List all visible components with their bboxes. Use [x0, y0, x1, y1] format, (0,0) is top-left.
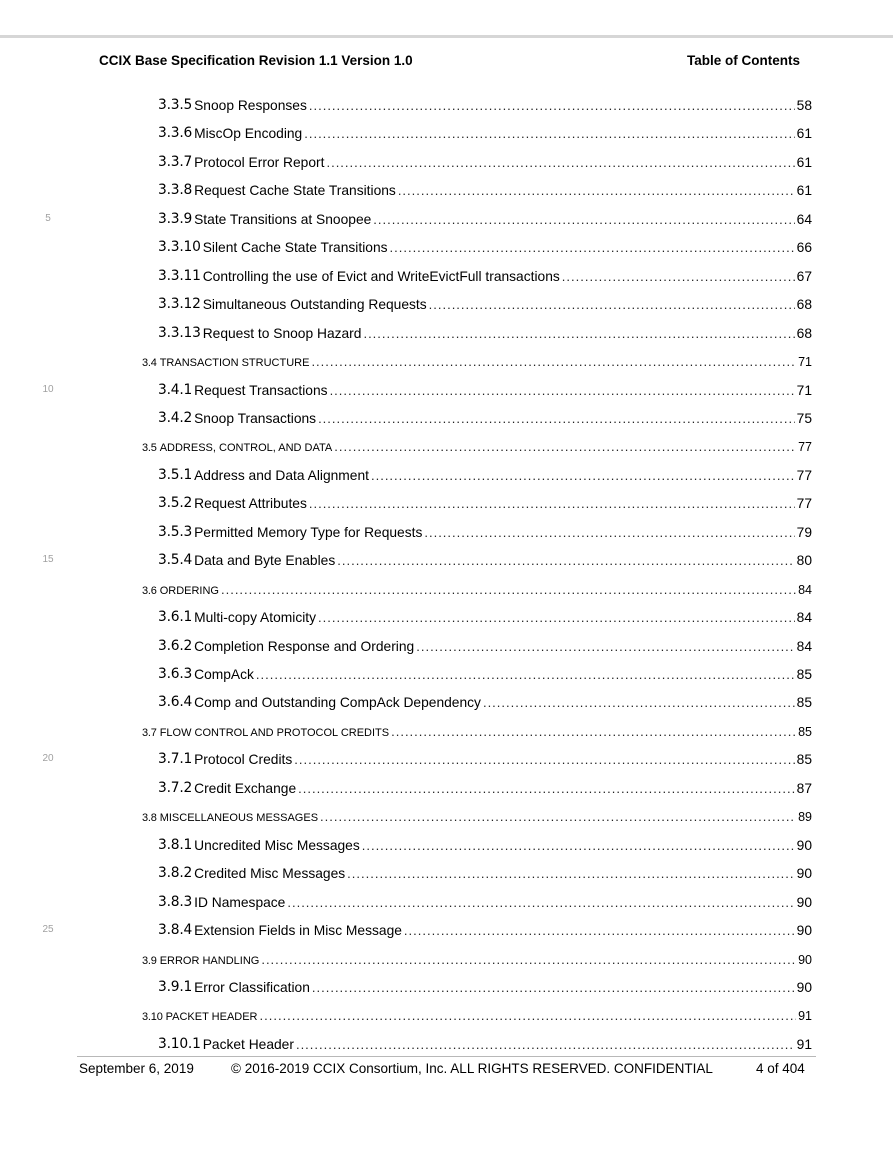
toc-subsection-entry[interactable]	[158, 859, 812, 881]
toc-subsection-entry[interactable]	[158, 888, 812, 910]
toc-entry-number: 3.5	[142, 442, 157, 454]
toc-entry-page: 84	[796, 610, 812, 625]
toc-entry-page: 68	[796, 297, 812, 312]
dot-leader	[562, 269, 795, 284]
toc-subsection-entry[interactable]	[158, 233, 812, 255]
toc-subsection-entry[interactable]	[158, 1030, 812, 1052]
dot-leader	[311, 354, 796, 369]
line-number: 25	[42, 924, 54, 935]
toc-entry-number: 3.8	[142, 812, 157, 824]
line-number: 20	[42, 753, 54, 764]
toc-entry-page: 77	[798, 440, 812, 454]
toc-entry-title: Request Attributes	[194, 496, 307, 511]
toc-entry-page: 61	[796, 126, 812, 141]
dot-leader	[260, 1008, 797, 1023]
dot-leader	[347, 866, 794, 881]
toc-section-entry[interactable]	[142, 945, 812, 967]
toc-subsection-entry[interactable]	[158, 319, 812, 341]
toc-entry-title: Comp and Outstanding CompAck Dependency	[194, 695, 481, 710]
toc-subsection-entry[interactable]	[158, 774, 812, 796]
toc-subsection-entry[interactable]	[158, 376, 812, 398]
toc-entry-title: Request Cache State Transitions	[194, 183, 396, 198]
toc-entry-number: 3.10	[142, 1011, 163, 1023]
toc-subsection-entry[interactable]	[158, 745, 812, 767]
toc-entry-title: ADDRESS, CONTROL, AND DATA	[159, 442, 333, 454]
toc-entry-title: Extension Fields in Misc Message	[194, 923, 402, 938]
footer-page-number: 4 of 404	[756, 1061, 805, 1076]
toc-entry-title: Controlling the use of Evict and WriteEvictFull transactions	[202, 269, 560, 284]
dot-leader	[287, 895, 794, 910]
toc-entry-number: 3.3.12	[158, 296, 201, 312]
toc-entry-number: 3.3.10	[158, 239, 201, 255]
toc-entry-title: FLOW CONTROL AND PROTOCOL CREDITS	[159, 727, 390, 739]
dot-leader	[309, 496, 795, 511]
toc-subsection-entry[interactable]	[158, 262, 812, 284]
dot-leader	[296, 1037, 795, 1052]
toc-subsection-entry[interactable]	[158, 404, 812, 426]
toc-entry-title: Data and Byte Enables	[194, 553, 336, 568]
toc-entry-number: 3.4	[142, 357, 157, 369]
dot-leader	[309, 98, 795, 113]
toc-subsection-entry[interactable]	[158, 688, 812, 710]
toc-subsection-entry[interactable]	[158, 489, 812, 511]
toc-entry-number: 3.4.2	[158, 410, 193, 426]
toc-entry-number: 3.10.1	[158, 1036, 201, 1052]
toc-entry-number: 3.6.4	[158, 694, 193, 710]
dot-leader	[294, 752, 794, 767]
toc-entry-title: Multi-copy Atomicity	[194, 610, 317, 625]
toc-entry-title: ORDERING	[159, 585, 219, 597]
dot-leader	[429, 297, 795, 312]
dot-leader	[334, 439, 796, 454]
toc-entry-page: 71	[796, 383, 812, 398]
dot-leader	[337, 553, 794, 568]
bottom-rule	[77, 1056, 816, 1057]
toc-entry-title: Packet Header	[202, 1037, 294, 1052]
toc-subsection-entry[interactable]	[158, 603, 812, 625]
toc-entry-title: Error Classification	[194, 980, 310, 995]
toc-entry-page: 85	[796, 752, 812, 767]
toc-subsection-entry[interactable]	[158, 148, 812, 170]
dot-leader	[390, 240, 795, 255]
toc-entry-page: 61	[796, 155, 812, 170]
toc-subsection-entry[interactable]	[158, 461, 812, 483]
dot-leader	[424, 525, 794, 540]
toc-entry-page: 58	[796, 98, 812, 113]
toc-entry-title: Completion Response and Ordering	[194, 639, 415, 654]
toc-entry-page: 90	[798, 953, 812, 967]
dot-leader	[221, 582, 796, 597]
toc-entry-page: 71	[798, 355, 812, 369]
toc-section-entry[interactable]	[142, 347, 812, 369]
toc-section-entry[interactable]	[142, 432, 812, 454]
toc-entry-page: 91	[796, 1037, 812, 1052]
dot-leader	[362, 838, 795, 853]
toc-entry-page: 66	[796, 240, 812, 255]
toc-entry-page: 85	[796, 667, 812, 682]
toc-entry-title: Credit Exchange	[194, 781, 297, 796]
toc-entry-page: 64	[796, 212, 812, 227]
toc-entry-number: 3.8.3	[158, 894, 193, 910]
toc-entry-page: 90	[796, 980, 812, 995]
toc-entry-page: 89	[798, 810, 812, 824]
toc-entry-number: 3.3.9	[158, 211, 193, 227]
header-section-title: Table of Contents	[687, 53, 800, 68]
toc-entry-page: 79	[796, 525, 812, 540]
toc-entry-page: 77	[796, 496, 812, 511]
dot-leader	[318, 411, 795, 426]
toc-subsection-entry[interactable]	[158, 632, 812, 654]
toc-subsection-entry[interactable]	[158, 973, 812, 995]
toc-section-entry[interactable]	[142, 802, 812, 824]
toc-section-entry[interactable]	[142, 575, 812, 597]
toc-entry-number: 3.5.1	[158, 467, 193, 483]
dot-leader	[404, 923, 795, 938]
dot-leader	[256, 667, 795, 682]
toc-entry-number: 3.3.5	[158, 97, 193, 113]
dot-leader	[318, 610, 795, 625]
toc-entry-title: TRANSACTION STRUCTURE	[159, 357, 310, 369]
toc-entry-page: 85	[796, 695, 812, 710]
toc-entry-page: 90	[796, 866, 812, 881]
toc-entry-number: 3.8.2	[158, 865, 193, 881]
toc-subsection-entry[interactable]	[158, 916, 812, 938]
toc-subsection-entry[interactable]	[158, 831, 812, 853]
toc-entry-page: 68	[796, 326, 812, 341]
dot-leader	[391, 724, 796, 739]
toc-entry-number: 3.5.4	[158, 552, 193, 568]
toc-entry-page: 77	[796, 468, 812, 483]
toc-entry-page: 90	[796, 923, 812, 938]
toc-entry-number: 3.9.1	[158, 979, 193, 995]
toc-entry-title: Credited Misc Messages	[194, 866, 346, 881]
toc-entry-title: ID Namespace	[194, 895, 286, 910]
toc-entry-title: Silent Cache State Transitions	[202, 240, 388, 255]
toc-entry-number: 3.3.8	[158, 182, 193, 198]
dot-leader	[330, 383, 795, 398]
toc-entry-number: 3.7.2	[158, 780, 193, 796]
toc-entry-page: 84	[796, 639, 812, 654]
line-number: 15	[42, 554, 54, 565]
toc-subsection-entry[interactable]	[158, 546, 812, 568]
toc-entry-title: Request Transactions	[194, 383, 328, 398]
dot-leader	[261, 952, 796, 967]
toc-entry-page: 84	[798, 583, 812, 597]
header-document-title: CCIX Base Specification Revision 1.1 Version 1.0	[99, 53, 413, 68]
toc-entry-title: Permitted Memory Type for Requests	[194, 525, 423, 540]
toc-subsection-entry[interactable]	[158, 119, 812, 141]
toc-entry-title: PACKET HEADER	[165, 1011, 258, 1023]
top-rule	[0, 35, 893, 38]
toc-entry-number: 3.8.1	[158, 837, 193, 853]
toc-entry-number: 3.9	[142, 955, 157, 967]
dot-leader	[326, 155, 794, 170]
toc-subsection-entry[interactable]	[158, 91, 812, 113]
toc-entry-title: Protocol Error Report	[194, 155, 325, 170]
line-number: 5	[45, 213, 51, 224]
toc-entry-number: 3.7.1	[158, 751, 193, 767]
toc-entry-number: 3.5.2	[158, 495, 193, 511]
dot-leader	[373, 212, 794, 227]
toc-entry-number: 3.6	[142, 585, 157, 597]
dot-leader	[304, 126, 794, 141]
toc-entry-title: MiscOp Encoding	[194, 126, 303, 141]
toc-subsection-entry[interactable]	[158, 290, 812, 312]
toc-section-entry[interactable]	[142, 1001, 812, 1023]
toc-entry-title: Simultaneous Outstanding Requests	[202, 297, 427, 312]
toc-entry-number: 3.4.1	[158, 382, 193, 398]
toc-subsection-entry[interactable]	[158, 518, 812, 540]
toc-entry-title: Protocol Credits	[194, 752, 293, 767]
toc-entry-number: 3.5.3	[158, 524, 193, 540]
footer-copyright: © 2016-2019 CCIX Consortium, Inc. ALL RIGHTS RESERVED. CONFIDENTIAL	[231, 1061, 713, 1076]
dot-leader	[298, 781, 795, 796]
toc-subsection-entry[interactable]	[158, 176, 812, 198]
toc-subsection-entry[interactable]	[158, 205, 812, 227]
toc-entry-number: 3.6.2	[158, 638, 193, 654]
toc-entry-page: 80	[796, 553, 812, 568]
toc-entry-page: 75	[796, 411, 812, 426]
toc-entry-number: 3.3.11	[158, 268, 201, 284]
toc-entry-page: 85	[798, 725, 812, 739]
toc-entry-number: 3.3.13	[158, 325, 201, 341]
dot-leader	[398, 183, 795, 198]
dot-leader	[363, 326, 794, 341]
toc-entry-page: 90	[796, 838, 812, 853]
footer-date: September 6, 2019	[79, 1061, 194, 1076]
toc-entry-page: 90	[796, 895, 812, 910]
toc-entry-number: 3.6.3	[158, 666, 193, 682]
dot-leader	[312, 980, 795, 995]
toc-entry-title: Address and Data Alignment	[194, 468, 369, 483]
toc-entry-title: MISCELLANEOUS MESSAGES	[159, 812, 319, 824]
dot-leader	[320, 809, 796, 824]
toc-entry-title: Request to Snoop Hazard	[202, 326, 362, 341]
toc-entry-title: Snoop Transactions	[194, 411, 317, 426]
toc-entry-page: 61	[796, 183, 812, 198]
toc-entry-page: 91	[798, 1009, 812, 1023]
toc-entry-number: 3.8.4	[158, 922, 193, 938]
toc-entry-title: Snoop Responses	[194, 98, 307, 113]
toc-entry-page: 67	[796, 269, 812, 284]
dot-leader	[371, 468, 795, 483]
toc-subsection-entry[interactable]	[158, 660, 812, 682]
toc-entry-number: 3.3.6	[158, 125, 193, 141]
toc-entry-number: 3.3.7	[158, 154, 193, 170]
toc-entry-title: CompAck	[194, 667, 254, 682]
toc-entry-title: Uncredited Misc Messages	[194, 838, 360, 853]
toc-entry-number: 3.6.1	[158, 609, 193, 625]
toc-entry-title: ERROR HANDLING	[159, 955, 260, 967]
dot-leader	[416, 639, 794, 654]
toc-entry-number: 3.7	[142, 727, 157, 739]
dot-leader	[483, 695, 795, 710]
toc-entry-page: 87	[796, 781, 812, 796]
line-number: 10	[42, 384, 54, 395]
toc-entry-title: State Transitions at Snoopee	[194, 212, 372, 227]
toc-section-entry[interactable]	[142, 717, 812, 739]
